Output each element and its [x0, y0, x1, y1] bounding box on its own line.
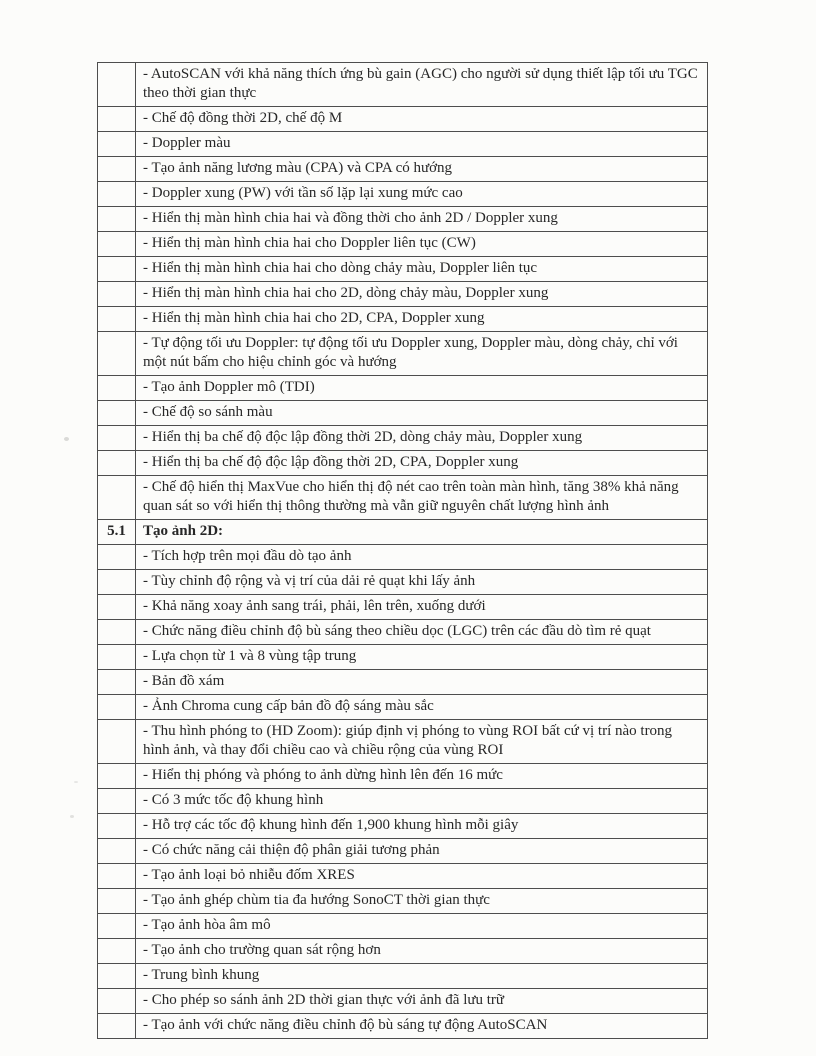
table-row — [98, 720, 708, 764]
row-number-cell — [98, 107, 136, 132]
row-text-cell: - Hiển thị phóng và phóng to ảnh dừng hình lên đến 16 mức — [136, 764, 708, 789]
row-text-cell: - Có 3 mức tốc độ khung hình — [136, 789, 708, 814]
scan-speck — [70, 815, 74, 818]
row-text-cell: - AutoSCAN với khả năng thích ứng bù gain (AGC) cho người sử dụng thiết lập tối ưu TGC theo thời gian thực — [136, 63, 708, 107]
spec-table-body — [98, 63, 708, 1039]
row-number-cell — [98, 595, 136, 620]
row-text-cell: - Hiển thị màn hình chia hai cho 2D, CPA, Doppler xung — [136, 307, 708, 332]
scan-speck — [64, 437, 69, 441]
row-text-cell: - Hiển thị ba chế độ độc lập đồng thời 2D, dòng chảy màu, Doppler xung — [136, 426, 708, 451]
table-row — [98, 376, 708, 401]
table-row — [98, 695, 708, 720]
table-row — [98, 476, 708, 520]
row-number-cell — [98, 63, 136, 107]
row-text-cell: - Khả năng xoay ảnh sang trái, phải, lên trên, xuống dưới — [136, 595, 708, 620]
row-text-cell: - Hiển thị màn hình chia hai cho dòng chảy màu, Doppler liên tục — [136, 257, 708, 282]
row-number-cell — [98, 864, 136, 889]
row-number-cell — [98, 257, 136, 282]
table-row — [98, 814, 708, 839]
row-text-cell: - Hiển thị màn hình chia hai cho Doppler liên tục (CW) — [136, 232, 708, 257]
table-row — [98, 839, 708, 864]
row-number-cell — [98, 157, 136, 182]
row-number-cell — [98, 332, 136, 376]
row-number-cell — [98, 476, 136, 520]
row-number-cell — [98, 839, 136, 864]
row-number-cell — [98, 889, 136, 914]
table-row — [98, 107, 708, 132]
row-text-cell: - Chế độ đồng thời 2D, chế độ M — [136, 107, 708, 132]
row-text-cell: - Ảnh Chroma cung cấp bản đồ độ sáng màu sắc — [136, 695, 708, 720]
table-row — [98, 864, 708, 889]
row-number-cell — [98, 401, 136, 426]
row-number-cell — [98, 695, 136, 720]
row-text-cell: - Doppler màu — [136, 132, 708, 157]
row-number-cell — [98, 989, 136, 1014]
row-number-cell — [98, 764, 136, 789]
row-number-cell — [98, 914, 136, 939]
row-number-cell — [98, 964, 136, 989]
row-text-cell: - Tạo ảnh Doppler mô (TDI) — [136, 376, 708, 401]
row-text-cell: - Tạo ảnh ghép chùm tia đa hướng SonoCT thời gian thực — [136, 889, 708, 914]
table-row — [98, 332, 708, 376]
row-text-cell: - Có chức năng cải thiện độ phân giải tương phản — [136, 839, 708, 864]
table-row — [98, 207, 708, 232]
table-row — [98, 645, 708, 670]
table-row — [98, 63, 708, 107]
row-number-cell — [98, 376, 136, 401]
table-row — [98, 520, 708, 545]
row-number-cell — [98, 282, 136, 307]
row-number-cell — [98, 426, 136, 451]
row-text-cell: - Tạo ảnh năng lương màu (CPA) và CPA có hướng — [136, 157, 708, 182]
table-row — [98, 426, 708, 451]
row-text-cell: - Tùy chỉnh độ rộng và vị trí của dải rẻ quạt khi lấy ảnh — [136, 570, 708, 595]
scan-speck — [74, 781, 78, 783]
row-text-cell: - Tạo ảnh loại bỏ nhiễu đốm XRES — [136, 864, 708, 889]
row-text-cell: - Tích hợp trên mọi đầu dò tạo ảnh — [136, 545, 708, 570]
row-number-cell — [98, 207, 136, 232]
row-text-cell: - Hiển thị ba chế độ độc lập đồng thời 2D, CPA, Doppler xung — [136, 451, 708, 476]
row-text-cell: - Bản đồ xám — [136, 670, 708, 695]
row-number-cell — [98, 182, 136, 207]
table-row — [98, 989, 708, 1014]
row-text-cell: - Chế độ so sánh màu — [136, 401, 708, 426]
table-row — [98, 889, 708, 914]
row-number-cell — [98, 232, 136, 257]
table-row — [98, 257, 708, 282]
row-text-cell: - Lựa chọn từ 1 và 8 vùng tập trung — [136, 645, 708, 670]
row-number-cell — [98, 720, 136, 764]
table-row — [98, 1014, 708, 1039]
row-text-cell: - Tự động tối ưu Doppler: tự động tối ưu Doppler xung, Doppler màu, dòng chảy, chỉ với một nút bấm cho hiệu chỉnh góc và hướng — [136, 332, 708, 376]
row-number-cell — [98, 670, 136, 695]
row-number-cell — [98, 451, 136, 476]
table-row — [98, 157, 708, 182]
table-row — [98, 401, 708, 426]
table-row — [98, 132, 708, 157]
table-row — [98, 670, 708, 695]
row-number-cell — [98, 307, 136, 332]
table-row — [98, 764, 708, 789]
table-row — [98, 282, 708, 307]
row-number-cell — [98, 620, 136, 645]
row-text-cell: - Hiển thị màn hình chia hai và đồng thời cho ảnh 2D / Doppler xung — [136, 207, 708, 232]
row-number-cell — [98, 645, 136, 670]
table-row — [98, 451, 708, 476]
table-row — [98, 232, 708, 257]
row-number-cell — [98, 132, 136, 157]
table-row — [98, 570, 708, 595]
spec-table — [97, 62, 708, 1039]
row-text-cell: - Tạo ảnh với chức năng điều chỉnh độ bù sáng tự động AutoSCAN — [136, 1014, 708, 1039]
row-text-cell: - Thu hình phóng to (HD Zoom): giúp định vị phóng to vùng ROI bất cứ vị trí nào trong hình ảnh, và thay đổi chiều cao và chiều rộng của vùng ROI — [136, 720, 708, 764]
row-text-cell: - Chức năng điều chỉnh độ bù sáng theo chiều dọc (LGC) trên các đầu dò tìm rẻ quạt — [136, 620, 708, 645]
row-number-cell — [98, 570, 136, 595]
table-row — [98, 182, 708, 207]
row-text-cell: - Chế độ hiển thị MaxVue cho hiển thị độ nét cao trên toàn màn hình, tăng 38% khả năng quan sát so với hiển thị thông thường mà vẫn giữ nguyên chất lượng hình ảnh — [136, 476, 708, 520]
row-number-cell — [98, 1014, 136, 1039]
row-text-cell: - Trung bình khung — [136, 964, 708, 989]
table-row — [98, 939, 708, 964]
table-row — [98, 789, 708, 814]
table-row — [98, 307, 708, 332]
table-row — [98, 620, 708, 645]
row-number-cell — [98, 814, 136, 839]
row-text-cell: - Doppler xung (PW) với tần số lặp lại xung mức cao — [136, 182, 708, 207]
table-row — [98, 545, 708, 570]
table-row — [98, 964, 708, 989]
row-number-cell: 5.1 — [98, 520, 136, 545]
row-text-cell: - Hiển thị màn hình chia hai cho 2D, dòng chảy màu, Doppler xung — [136, 282, 708, 307]
table-row — [98, 914, 708, 939]
row-text-cell: - Cho phép so sánh ảnh 2D thời gian thực với ảnh đã lưu trữ — [136, 989, 708, 1014]
row-number-cell — [98, 939, 136, 964]
row-text-cell: - Hỗ trợ các tốc độ khung hình đến 1,900 khung hình mỗi giây — [136, 814, 708, 839]
row-text-cell: Tạo ảnh 2D: — [136, 520, 708, 545]
row-number-cell — [98, 789, 136, 814]
row-number-cell — [98, 545, 136, 570]
row-text-cell: - Tạo ảnh cho trường quan sát rộng hơn — [136, 939, 708, 964]
table-row — [98, 595, 708, 620]
row-text-cell: - Tạo ảnh hòa âm mô — [136, 914, 708, 939]
